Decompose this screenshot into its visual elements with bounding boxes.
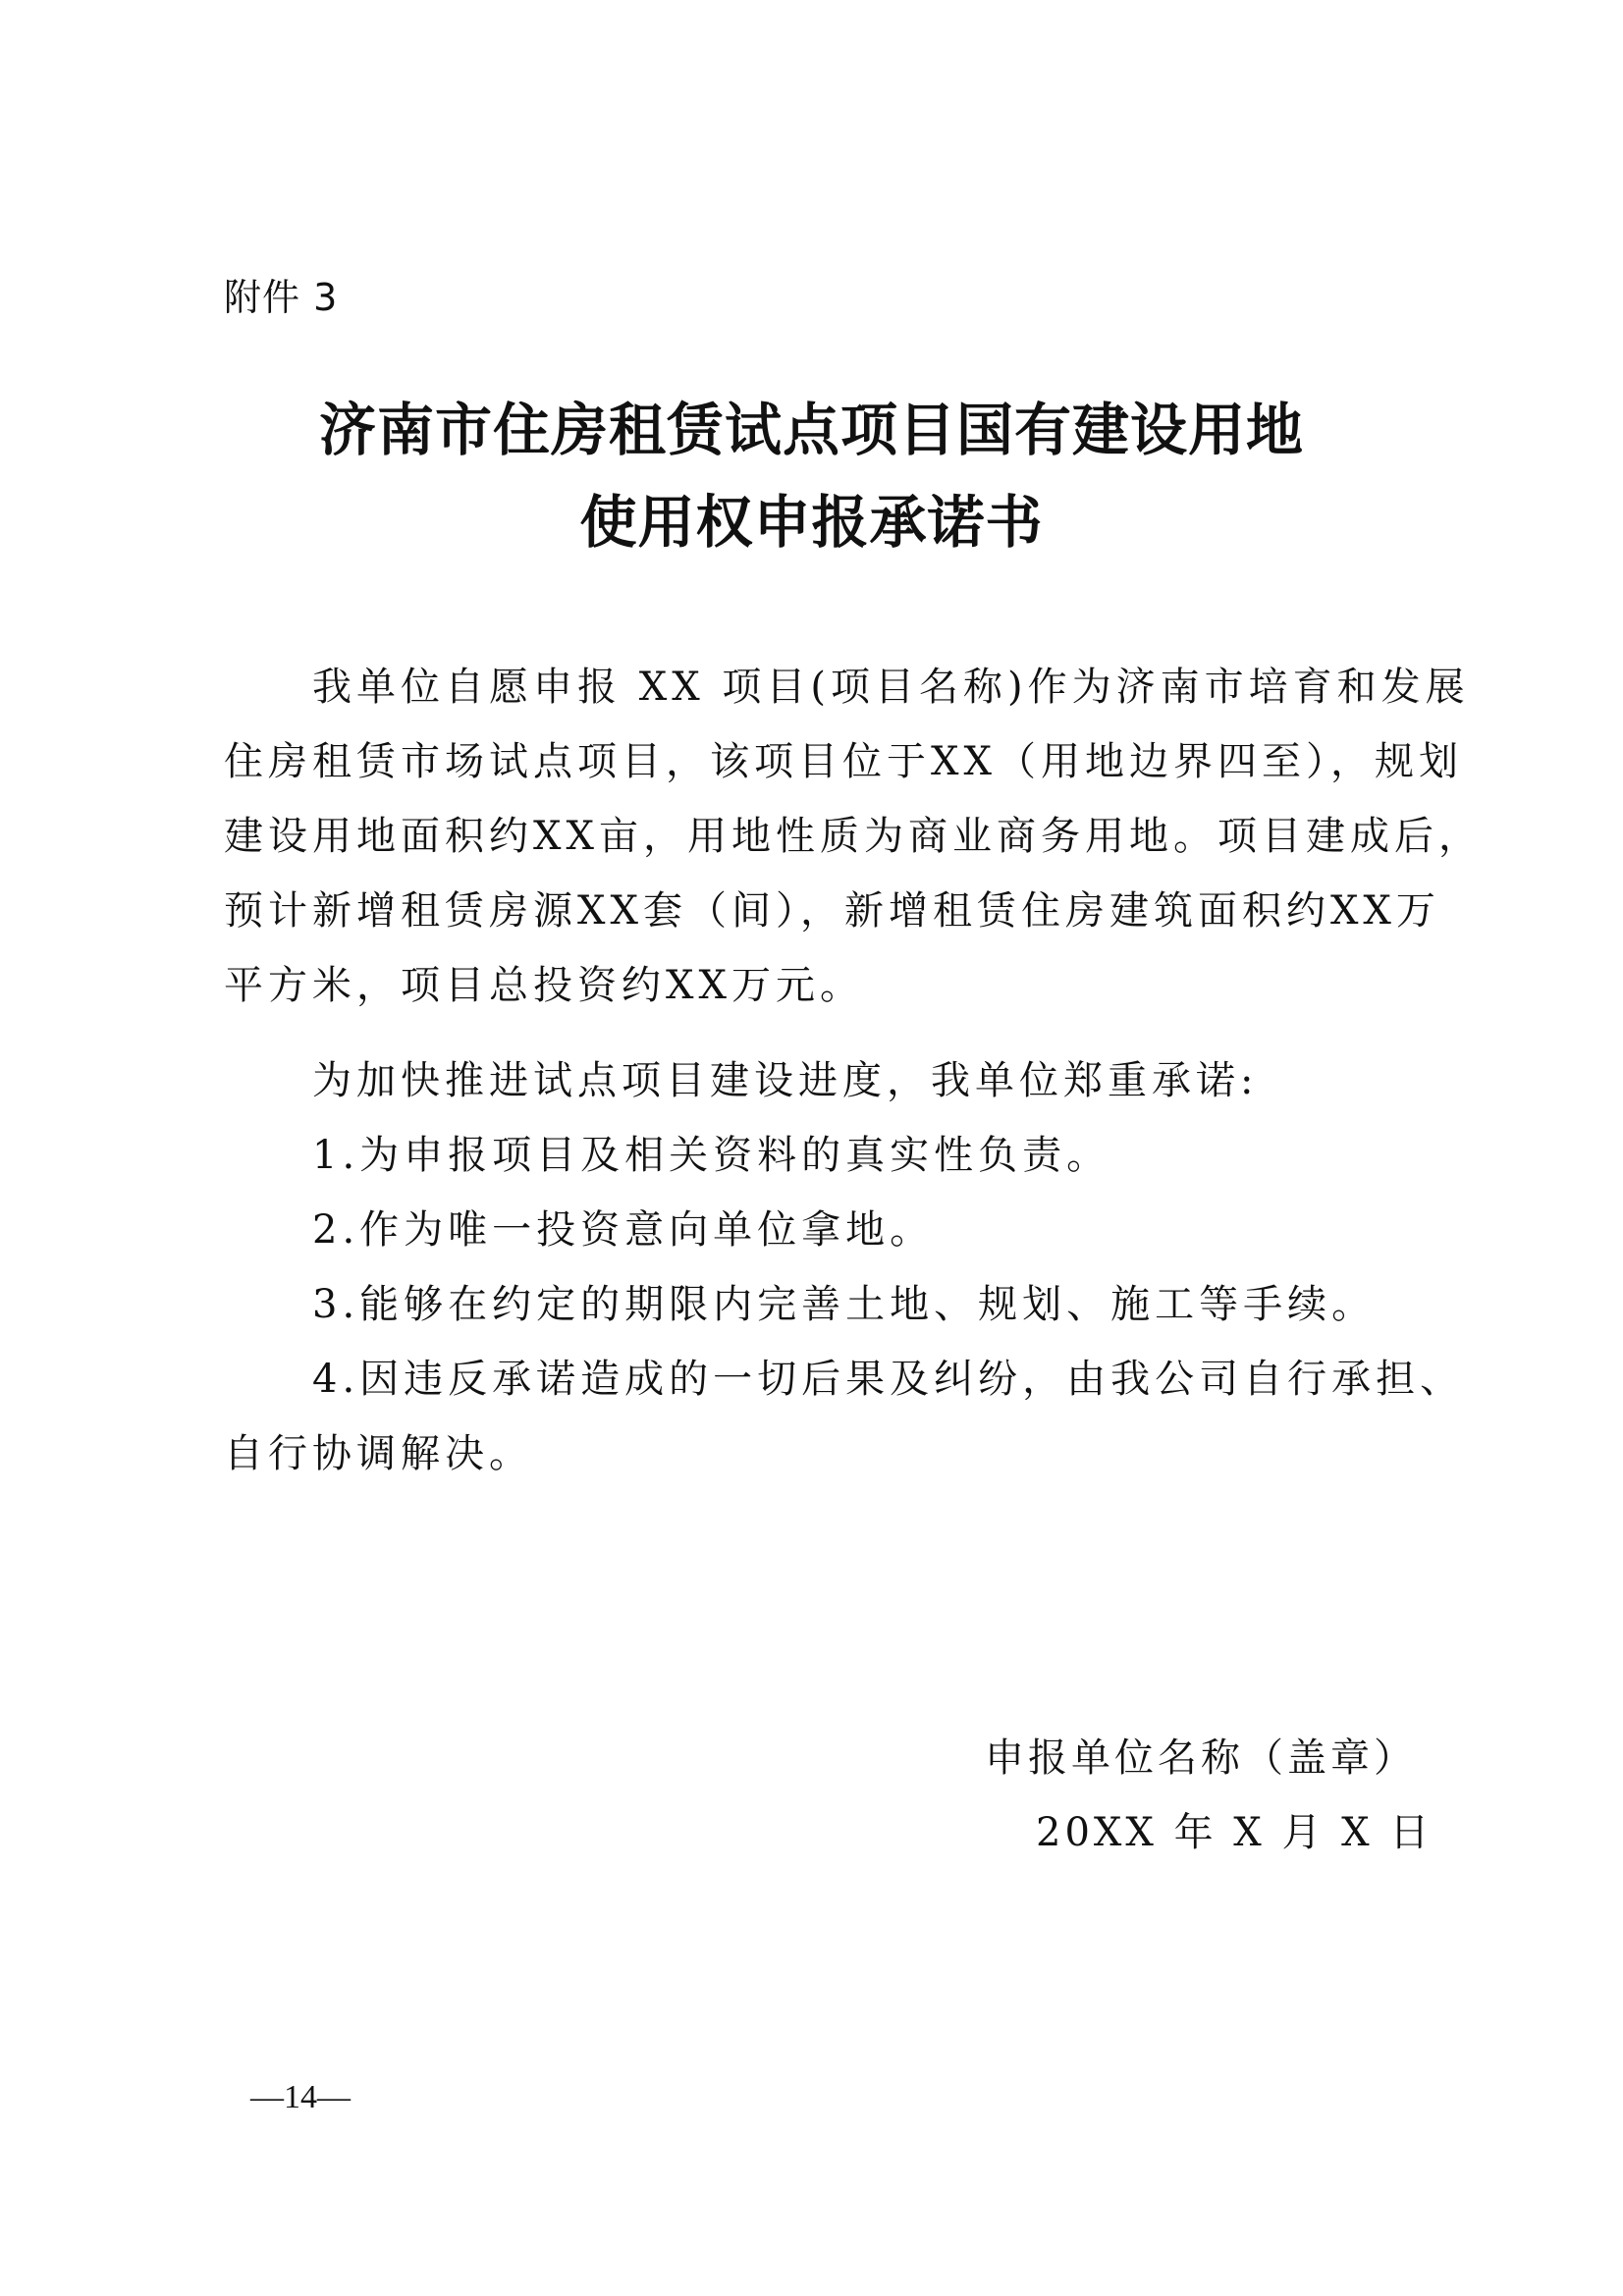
intro-line-1: 我单位自愿申报 XX 项目(项目名称)作为济南市培育和发展 [312,665,1470,710]
commitment-item-1: 1.为申报项目及相关资料的真实性负责。 [312,1133,1111,1178]
document-title-line-2: 使用权申报承诺书 [579,489,1044,556]
document-title-line-1: 济南市住房租赁试点项目国有建设用地 [318,397,1304,463]
intro-line-2: 住房租赁市场试点项目，该项目位于XX（用地边界四至），规划 [224,739,1463,784]
commitment-intro: 为加快推进试点项目建设进度，我单位郑重承诺: [312,1058,1259,1103]
commitment-list [224,1043,1465,1491]
attachment-label: 附件 3 [224,276,339,319]
intro-paragraph [224,650,1483,1023]
signature-unit-name: 申报单位名称（盖章） [985,1735,1417,1781]
page-number: —14— [250,2079,351,2115]
commitment-item-4-line-1: 4.因违反承诺造成的一切后果及纠纷，由我公司自行承担、 [312,1357,1465,1402]
intro-line-4: 预计新增租赁房源XX套（间），新增租赁住房建筑面积约XX万 [224,888,1440,934]
intro-line-5: 平方米，项目总投资约XX万元。 [224,963,864,1008]
commitment-item-4-line-2: 自行协调解决。 [224,1431,533,1476]
intro-line-3: 建设用地面积约XX亩，用地性质为商业商务用地。项目建成后， [224,814,1483,859]
signature-date: 20XX 年 X 月 X 日 [1036,1810,1434,1855]
commitment-item-2: 2.作为唯一投资意向单位拿地。 [312,1207,935,1253]
commitment-item-3: 3.能够在约定的期限内完善土地、规划、施工等手续。 [312,1282,1377,1327]
